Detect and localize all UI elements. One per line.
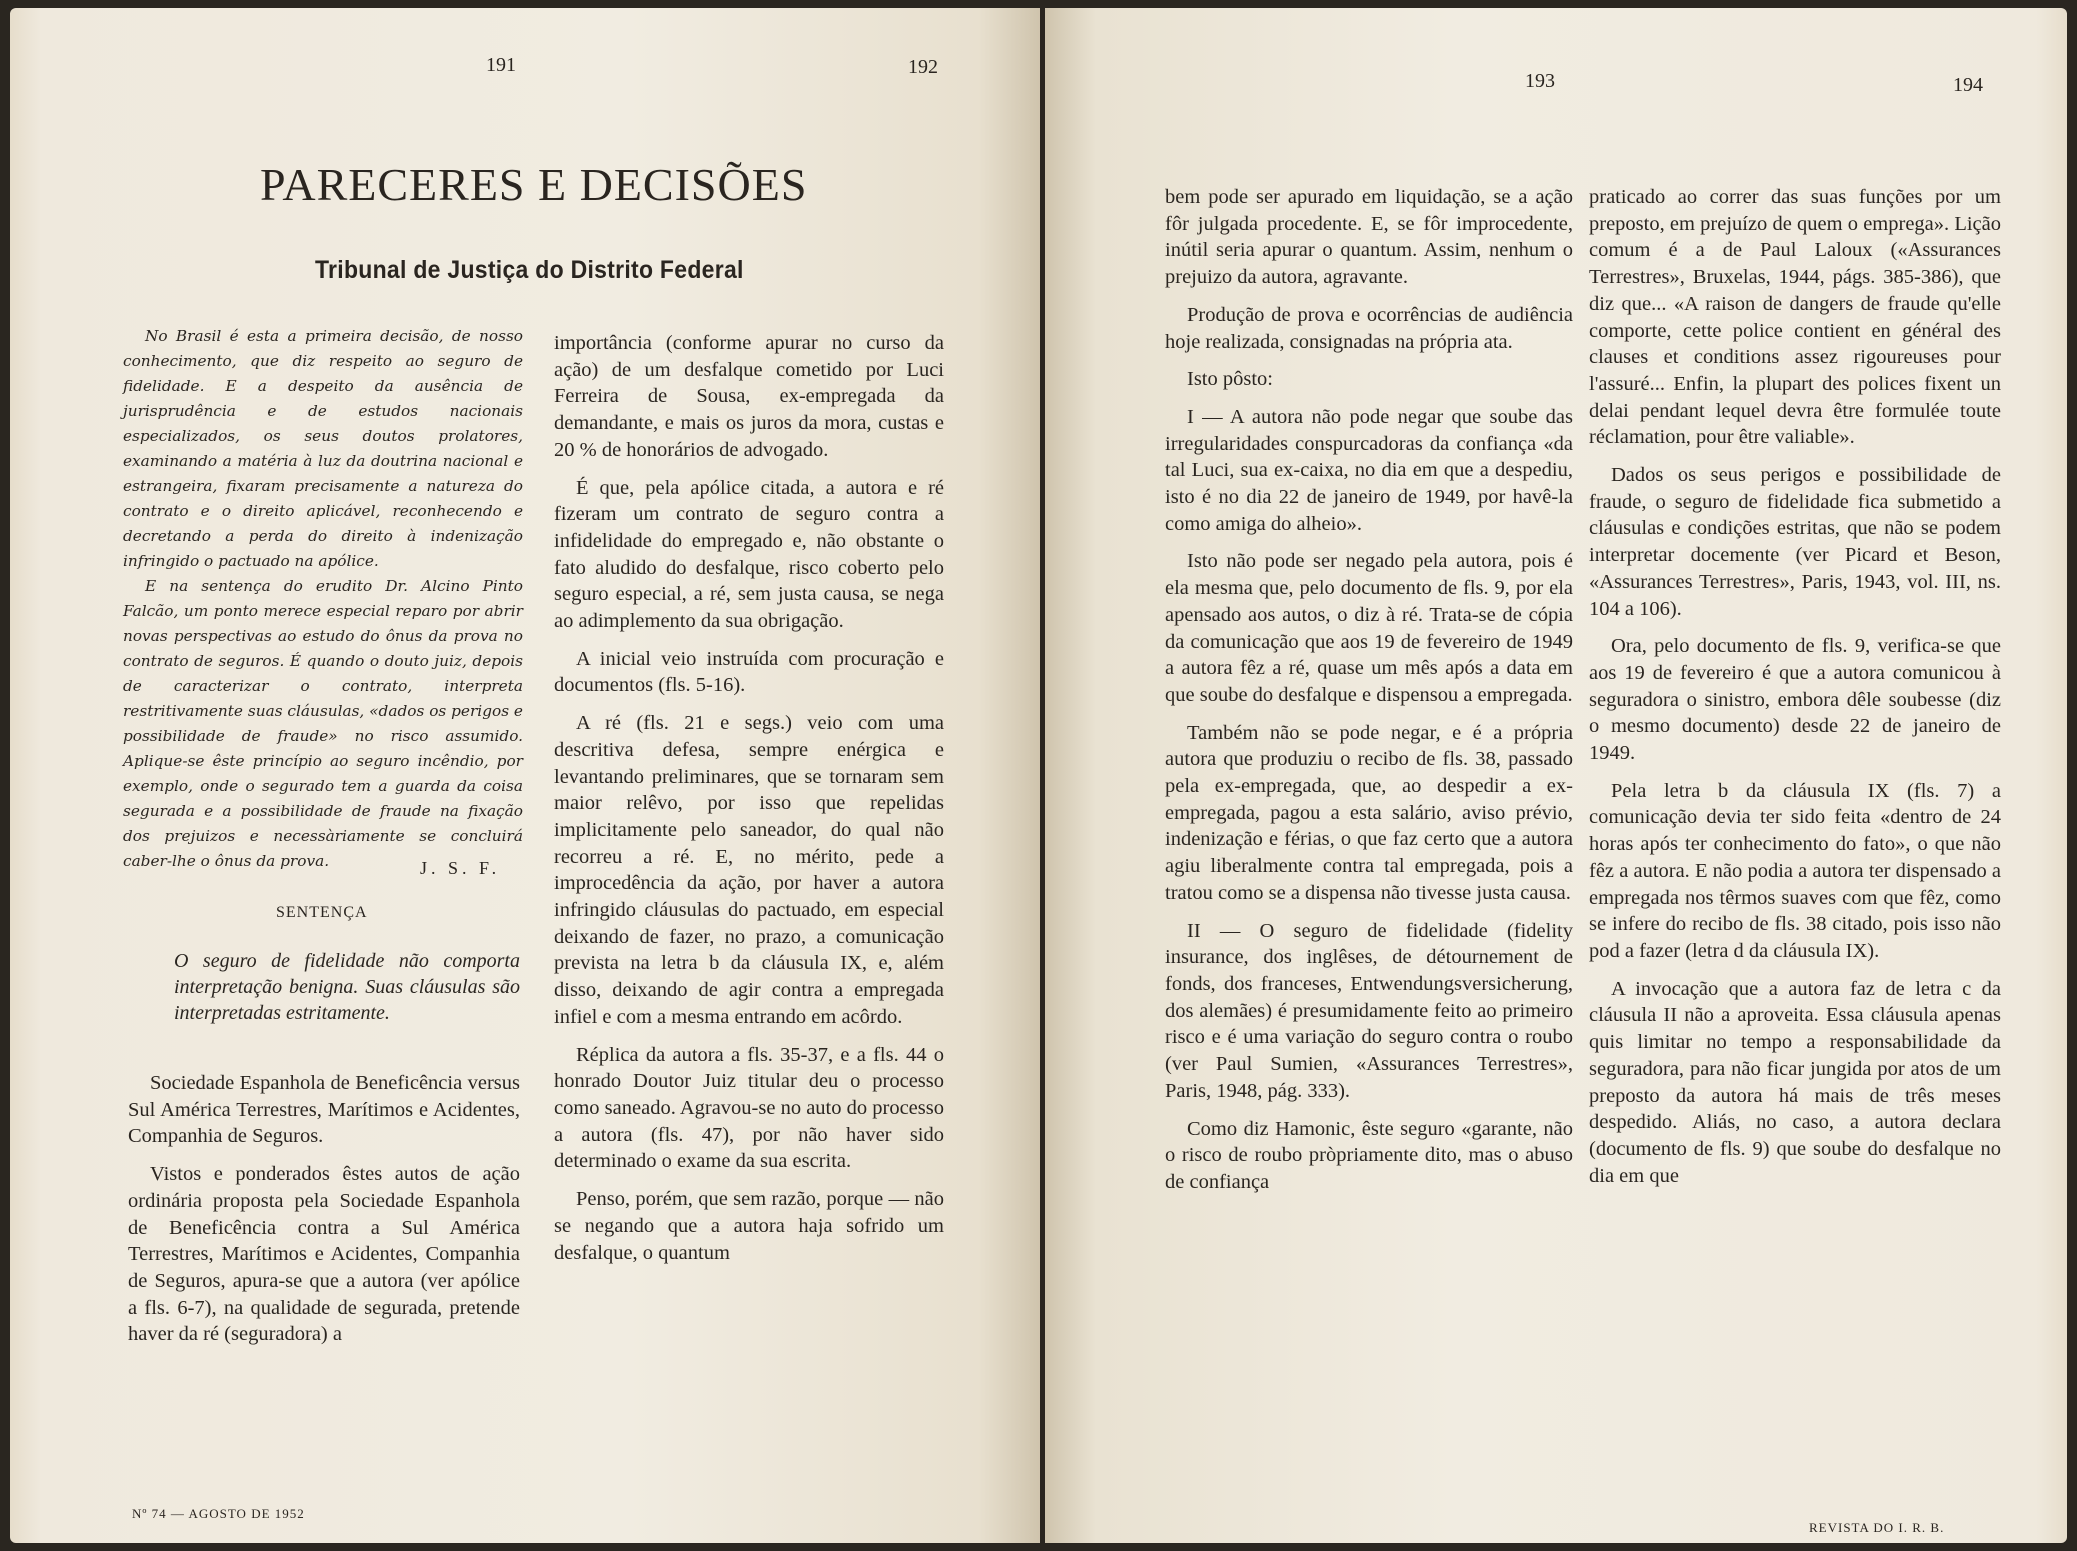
paragraph: importância (conforme apurar no curso da ação) de um desfalque cometido por Luci Ferreira de Sousa, ex-empregada da demandante, e mais os juros da mora, custas e 20 % de honorários de advogado. <box>554 332 944 461</box>
page-number-191: 191 <box>486 54 516 76</box>
paragraph: Dados os seus perigos e possibilidade de fraude, o seguro de fidelidade fica submetido a cláusulas e condições estritas, que não se podem interpretar docemente (ver Picard et Beson, «Assurances Terrestres», Paris, 1943, vol. III, ns. 104 a 106). <box>1589 464 2001 620</box>
right-column-2 <box>1589 184 2001 1189</box>
paragraph: A ré (fls. 21 e segs.) veio com uma descritiva defesa, sempre enérgica e levantando preliminares, que se tornaram sem maior relêvo, por isso que repelidas implicitamente pelo saneador, do qual não recorreu a ré. E, no mérito, pede a improcedência da ação, por haver a autora infringido cláusulas do pactuado, em especial deixando de fazer, no prazo, a comunicação prevista na letra b da cláusula IX, e, além disso, deixando de agir contra a empregada infiel e com a mesma entrando em acôrdo. <box>554 712 944 1028</box>
right-column-1 <box>1165 184 1573 1196</box>
paragraph: Pela letra b da cláusula IX (fls. 7) a comunicação devia ter sido feita «dentro de 24 horas após ter conhecimento do fato», o que não fêz a autora. E não podia a autora ter dispensado a empregada nos têrmos suaves com que fêz, como se infere do recibo de fls. 38 citado, pois isso não pod a fazer (letra d da cláusula IX). <box>1589 779 2001 962</box>
left-column-2 <box>554 330 944 1266</box>
left-page <box>10 8 1040 1543</box>
paragraph: Isto pôsto: <box>1187 368 1273 391</box>
page-number-194: 194 <box>1953 74 1983 96</box>
paragraph: Como diz Hamonic, êste seguro «garante, não o risco de roubo pròpriamente dito, mas o abuso de confiança <box>1165 1117 1573 1193</box>
paragraph: Ora, pelo documento de fls. 9, verifica-se que aos 19 de fevereiro é que a autora comunicou à seguradora o sinistro, embora dêle soubesse (diz o mesmo documento) desde 22 de janeiro de 1949. <box>1589 635 2001 765</box>
paragraph: É que, pela apólice citada, a autora e ré fizeram um contrato de seguro contra a infidelidade do empregado e, não obstante o fato aludido do desfalque, risco coberto pelo seguro especial, a ré, sem justa causa, se nega ao adimplemento da sua obrigação. <box>554 476 944 633</box>
editorial-note <box>123 324 523 874</box>
paragraph: I — A autora não pode negar que soube das irregularidades conspurcadoras da confiança «da tal Luci, sua ex-caixa, no dia em que a despediu, isto é no dia 22 de janeiro de 1949, por havê-la como amiga do alheio». <box>1165 405 1573 535</box>
paragraph: Vistos e ponderados êstes autos de ação ordinária proposta pela Sociedade Espanhola de Beneficência contra a Sul América Terrestres, Marítimos e Acidentes, Companhia de Seguros, apura-se que a autora (ver apólice a fls. 6-7), na qualidade de segurada, pretende haver da ré (seguradora) a <box>128 1163 520 1346</box>
footer-journal: REVISTA DO I. R. B. <box>1809 1520 1945 1535</box>
left-column-1 <box>128 1070 520 1348</box>
paragraph: Sociedade Espanhola de Beneficência versus Sul América Terrestres, Marítimos e Acidentes, Companhia de Seguros. <box>128 1072 520 1148</box>
ementa: O seguro de fidelidade não comporta interpretação benigna. Suas cláusulas são interpretadas estritamente. <box>174 950 520 1024</box>
paragraph: bem pode ser apurado em liquidação, se a ação fôr julgada procedente. E, se fôr improcedente, inútil seria apurar o quantum. Assim, nenhum o prejuizo da autora, agravante. <box>1165 186 1573 289</box>
section-title: PARECERES E DECISÕES <box>260 159 808 210</box>
paragraph: Produção de prova e ocorrências de audiência hoje realizada, consignadas na própria ata. <box>1165 303 1573 353</box>
paragraph: Penso, porém, que sem razão, porque — não se negando que a autora haja sofrido um desfalque, o quantum <box>554 1188 944 1264</box>
page-number-193: 193 <box>1525 70 1555 92</box>
paragraph: Isto não pode ser negado pela autora, pois é ela mesma que, pelo documento de fls. 9, por ela apensado aos autos, o diz à ré. Trata-se de cópia da comunicação que aos 19 de fevereiro de 1949 a autora fêz a ré, quase um mês após a data em que soube do desfalque e dispensou a empregada. <box>1165 550 1573 706</box>
footer-issue: Nº 74 — AGOSTO DE 1952 <box>132 1506 305 1521</box>
paragraph: II — O seguro de fidelidade (fidelity insurance, dos inglêses, de détournement de fonds, dos franceses, Entwendungsversicherung, dos alemães) é presumidamente feito ao primeiro risco e é uma variação do seguro contra o roubo (ver Paul Sumien, «Assurances Terrestres», Paris, 1948, pág. 333). <box>1165 919 1573 1102</box>
paragraph: A inicial veio instruída com procuração e documentos (fls. 5-16). <box>554 647 944 697</box>
paragraph: Também não se pode negar, e é a própria autora que produziu o recibo de fls. 38, passado pela ex-empregada, que, ao despedir a ex-empregada, pagou a esta salário, aviso prévio, indenização e férias, o que faz certo que a autora agiu liberalmente contra tal empregada, pois a tratou como se a dispensa não tivesse justa causa. <box>1165 721 1573 904</box>
paragraph: Réplica da autora a fls. 35-37, e a fls. 44 o honrado Doutor Juiz titular deu o processo como saneado. Agravou-se no auto do processo a autora (fls. 47), por não haver sido determinado o exame da sua escrita. <box>554 1043 944 1173</box>
editorial-paragraph: No Brasil é esta a primeira decisão, de nosso conhecimento, que diz respeito ao seguro de fidelidade. E a despeito da ausência de jurisprudência e de estudos nacionais especializados, os seus doutos prolatores, examinando a matéria à luz da doutrina nacional e estrangeira, fixaram precisamente a natureza do contrato e o direito aplicável, reconhecendo e decretando a perda do direito à indenização infringido o pactuado na apólice. <box>123 327 523 570</box>
sentenca-heading: SENTENÇA <box>276 904 368 921</box>
paragraph: praticado ao correr das suas funções por um preposto, em prejuízo de quem o emprega». Lição comum é a de Paul Laloux («Assurances Terrestres», Bruxelas, 1944, págs. 385-386), que diz que... «A raison de dangers de fraude qu'elle comporte, cette police contient en général des clauses et conditions assez rigoureuses pour l'assuré... Enfin, la plupart des polices fixent un delai pendant lequel devra être formulée toute réclamation, pour être valiable». <box>1589 186 2001 449</box>
right-page <box>1045 8 2067 1543</box>
paragraph: A invocação que a autora faz de letra c da cláusula II não a aproveita. Essa cláusula apenas quis limitar no tempo a responsabilidade da seguradora, para não ficar jungida por atos de um preposto da autora há mais de três meses despedido. Aliás, no caso, a autora declara (documento de fls. 9) que soube do desfalque no dia em que <box>1589 977 2001 1187</box>
editorial-paragraph: E na sentença do erudito Dr. Alcino Pinto Falcão, um ponto merece especial reparo por abrir novas perspectivas ao estudo do ônus da prova no contrato de seguros. É quando o douto juiz, depois de caracterizar o contrato, interpreta restritivamente suas cláusulas, «dados os perigos e possibilidade de fraude» no risco assumido. Aplique-se êste princípio ao seguro incêndio, por exemplo, onde o segurado tem a guarda da coisa segurada e a possibilidade de fraude na fixação dos prejuizos e necessàriamente se concluirá caber-lhe o ônus da prova. <box>123 577 523 870</box>
court-heading: Tribunal de Justiça do Distrito Federal <box>315 256 744 284</box>
initials: J. S. F. <box>420 858 501 878</box>
page-number-192: 192 <box>908 56 938 78</box>
